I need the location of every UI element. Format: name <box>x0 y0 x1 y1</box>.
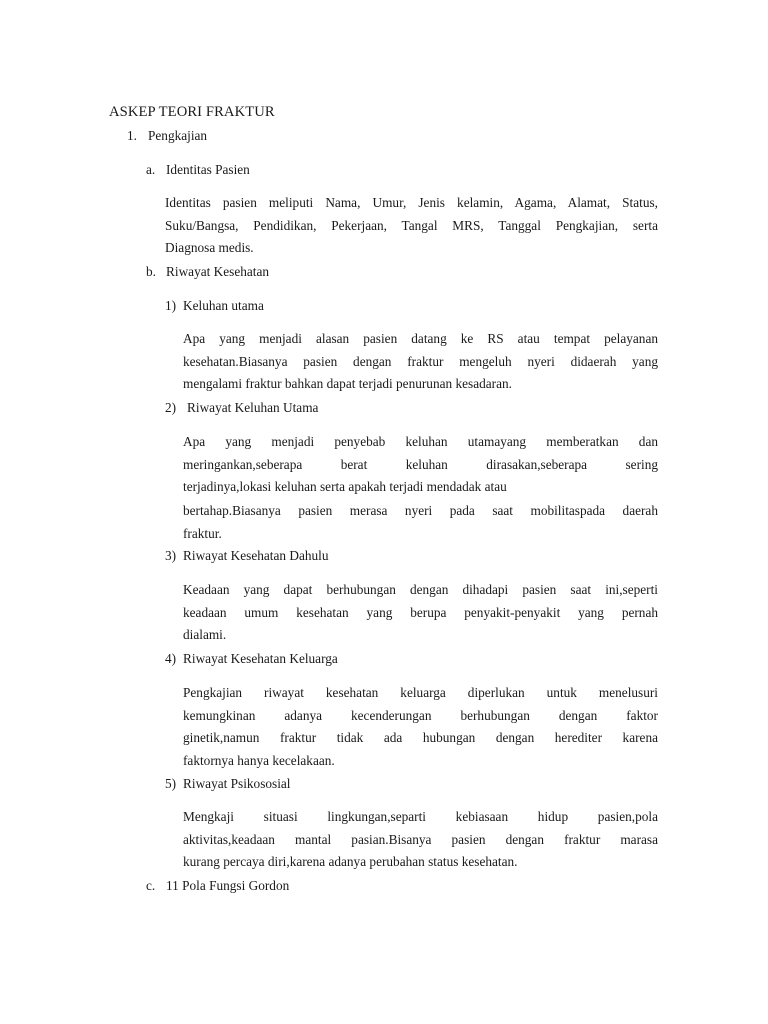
subsection-heading: 11 Pola Fungsi Gordon <box>166 878 290 893</box>
paragraph-line: Suku/Bangsa, Pendidikan, Pekerjaan, Tangal MRS, Tanggal Pengkajian, serta <box>165 217 658 233</box>
paragraph-line: ginetik,namun fraktur tidak ada hubungan dengan herediter karena <box>183 730 658 746</box>
section-number: 1. <box>127 128 137 143</box>
document-title: ASKEP TEORI FRAKTUR <box>109 104 275 120</box>
paragraph-psikososial <box>183 806 658 874</box>
item-marker: 4) <box>165 651 177 666</box>
item-marker: 2) <box>165 400 177 415</box>
subsection-marker: a. <box>146 162 156 177</box>
paragraph-line: Identitas pasien meliputi Nama, Umur, Jenis kelamin, Agama, Alamat, Status, <box>165 195 658 210</box>
paragraph-line: keadaan umum kesehatan yang berupa penyakit-penyakit yang pernah <box>183 604 658 620</box>
paragraph-line: Pengkajian riwayat kesehatan keluarga diperlukan untuk menelusuri <box>183 685 658 700</box>
paragraph-line: kemungkinan adanya kecenderungan berhubungan dengan faktor <box>183 707 658 723</box>
item-marker: 1) <box>165 298 177 313</box>
paragraph-line: bertahap.Biasanya pasien merasa nyeri pada saat mobilitaspada daerah <box>183 503 658 519</box>
item-heading: Keluhan utama <box>183 298 264 313</box>
paragraph-line: kesehatan.Biasanya pasien dengan fraktur mengeluh nyeri didaerah yang <box>183 353 658 369</box>
paragraph-riwayat-keluhan <box>183 431 658 546</box>
paragraph-kesehatan-keluarga <box>183 682 658 773</box>
item-heading: Riwayat Keluhan Utama <box>187 400 319 415</box>
paragraph-line: faktornya hanya kecelakaan. <box>183 753 335 769</box>
paragraph-line: mengalami fraktur bahkan dapat terjadi penurunan kesadaran. <box>183 376 512 392</box>
section-heading: Pengkajian <box>148 128 208 143</box>
paragraph-keluhan-utama <box>183 328 658 396</box>
paragraph-line: Diagnosa medis. <box>165 240 254 256</box>
paragraph-line: terjadinya,lokasi keluhan serta apakah terjadi mendadak atau <box>183 479 507 495</box>
paragraph-line: fraktur. <box>183 526 222 542</box>
item-heading: Riwayat Psikososial <box>183 776 291 791</box>
item-marker: 5) <box>165 776 177 791</box>
paragraph-line: dialami. <box>183 627 227 643</box>
paragraph-line: aktivitas,keadaan mantal pasian.Bisanya pasien dengan fraktur marasa <box>183 831 658 847</box>
paragraph-line: meringankan,seberapa berat keluhan dirasakan,seberapa sering <box>183 456 658 472</box>
paragraph-line: kurang percaya diri,karena adanya perubahan status kesehatan. <box>183 854 518 870</box>
item-heading: Riwayat Kesehatan Keluarga <box>183 651 338 666</box>
paragraph-line: Apa yang menjadi alasan pasien datang ke RS atau tempat pelayanan <box>183 331 658 346</box>
paragraph-line: Keadaan yang dapat berhubungan dengan dihadapi pasien saat ini,seperti <box>183 582 658 597</box>
paragraph-line: Mengkaji situasi lingkungan,separti kebiasaan hidup pasien,pola <box>183 809 658 824</box>
item-marker: 3) <box>165 548 177 563</box>
paragraph-line: Apa yang menjadi penyebab keluhan utamayang memberatkan dan <box>183 434 658 449</box>
item-heading: Riwayat Kesehatan Dahulu <box>183 548 329 563</box>
subsection-heading: Identitas Pasien <box>166 162 250 177</box>
subsection-marker: c. <box>146 878 156 893</box>
subsection-marker: b. <box>146 264 156 279</box>
paragraph-kesehatan-dahulu <box>183 579 658 647</box>
paragraph-identitas <box>165 192 658 260</box>
subsection-heading: Riwayat Kesehatan <box>166 264 270 279</box>
